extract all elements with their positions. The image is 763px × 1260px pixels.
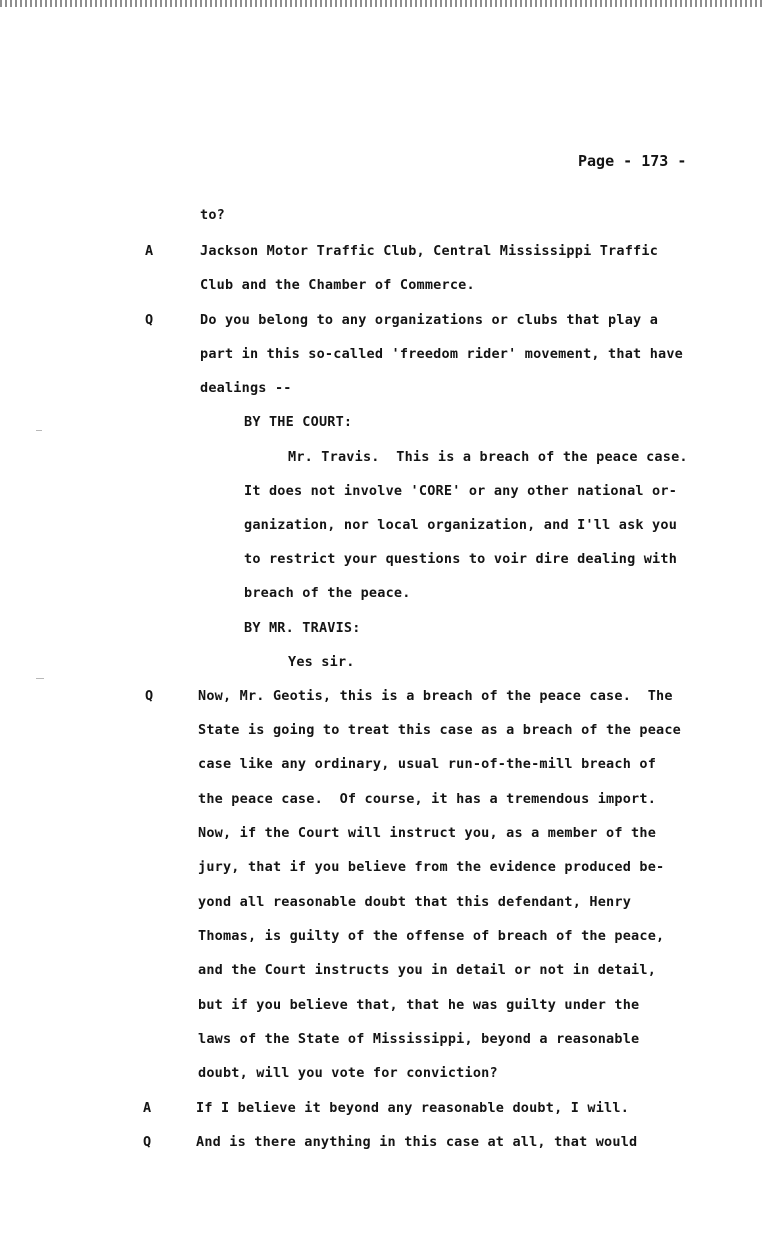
transcript-line: Now, if the Court will instruct you, as a member of the (198, 825, 657, 841)
transcript-line: Mr. Travis. This is a breach of the peace case. (288, 449, 688, 465)
transcript-line: to restrict your questions to voir dire dealing with (244, 551, 678, 567)
section-heading: BY THE COURT: (244, 414, 353, 430)
speaker-marker: A (143, 1100, 152, 1116)
speaker-marker: Q (143, 1134, 152, 1150)
page-number: Page - 173 - (578, 152, 687, 170)
transcript-line: Club and the Chamber of Commerce. (200, 277, 475, 293)
transcript-line: yond all reasonable doubt that this defendant, Henry (198, 894, 632, 910)
speaker-marker: Q (145, 312, 154, 328)
scan-mark (36, 678, 44, 679)
transcript-line: Thomas, is guilty of the offense of breach of the peace, (198, 928, 665, 944)
transcript-line: Do you belong to any organizations or clubs that play a (200, 312, 659, 328)
transcript-line: part in this so-called 'freedom rider' movement, that have (200, 346, 684, 362)
section-heading: BY MR. TRAVIS: (244, 620, 361, 636)
transcript-line: Now, Mr. Geotis, this is a breach of the peace case. The (198, 688, 673, 704)
transcript-line: laws of the State of Mississippi, beyond a reasonable (198, 1031, 640, 1047)
transcript-line: If I believe it beyond any reasonable doubt, I will. (196, 1100, 630, 1116)
transcript-line: ganization, nor local organization, and I'll ask you (244, 517, 678, 533)
transcript-line: doubt, will you vote for conviction? (198, 1065, 498, 1081)
transcript-line: case like any ordinary, usual run-of-the-mill breach of (198, 756, 657, 772)
transcript-line: It does not involve 'CORE' or any other national or- (244, 483, 678, 499)
transcript-line: Jackson Motor Traffic Club, Central Mississippi Traffic (200, 243, 659, 259)
speaker-marker: A (145, 243, 154, 259)
transcript-line: State is going to treat this case as a breach of the peace (198, 722, 682, 738)
transcript-line: the peace case. Of course, it has a tremendous import. (198, 791, 657, 807)
scan-mark (36, 430, 42, 431)
speaker-marker: Q (145, 688, 154, 704)
transcript-line: And is there anything in this case at all, that would (196, 1134, 638, 1150)
transcript-line: breach of the peace. (244, 585, 411, 601)
scan-top-edge (0, 0, 763, 7)
transcript-line: to? (200, 207, 225, 223)
transcript-line: but if you believe that, that he was guilty under the (198, 997, 640, 1013)
transcript-line: and the Court instructs you in detail or not in detail, (198, 962, 657, 978)
transcript-line: dealings -- (200, 380, 292, 396)
transcript-line: jury, that if you believe from the evidence produced be- (198, 859, 665, 875)
transcript-line: Yes sir. (288, 654, 355, 670)
